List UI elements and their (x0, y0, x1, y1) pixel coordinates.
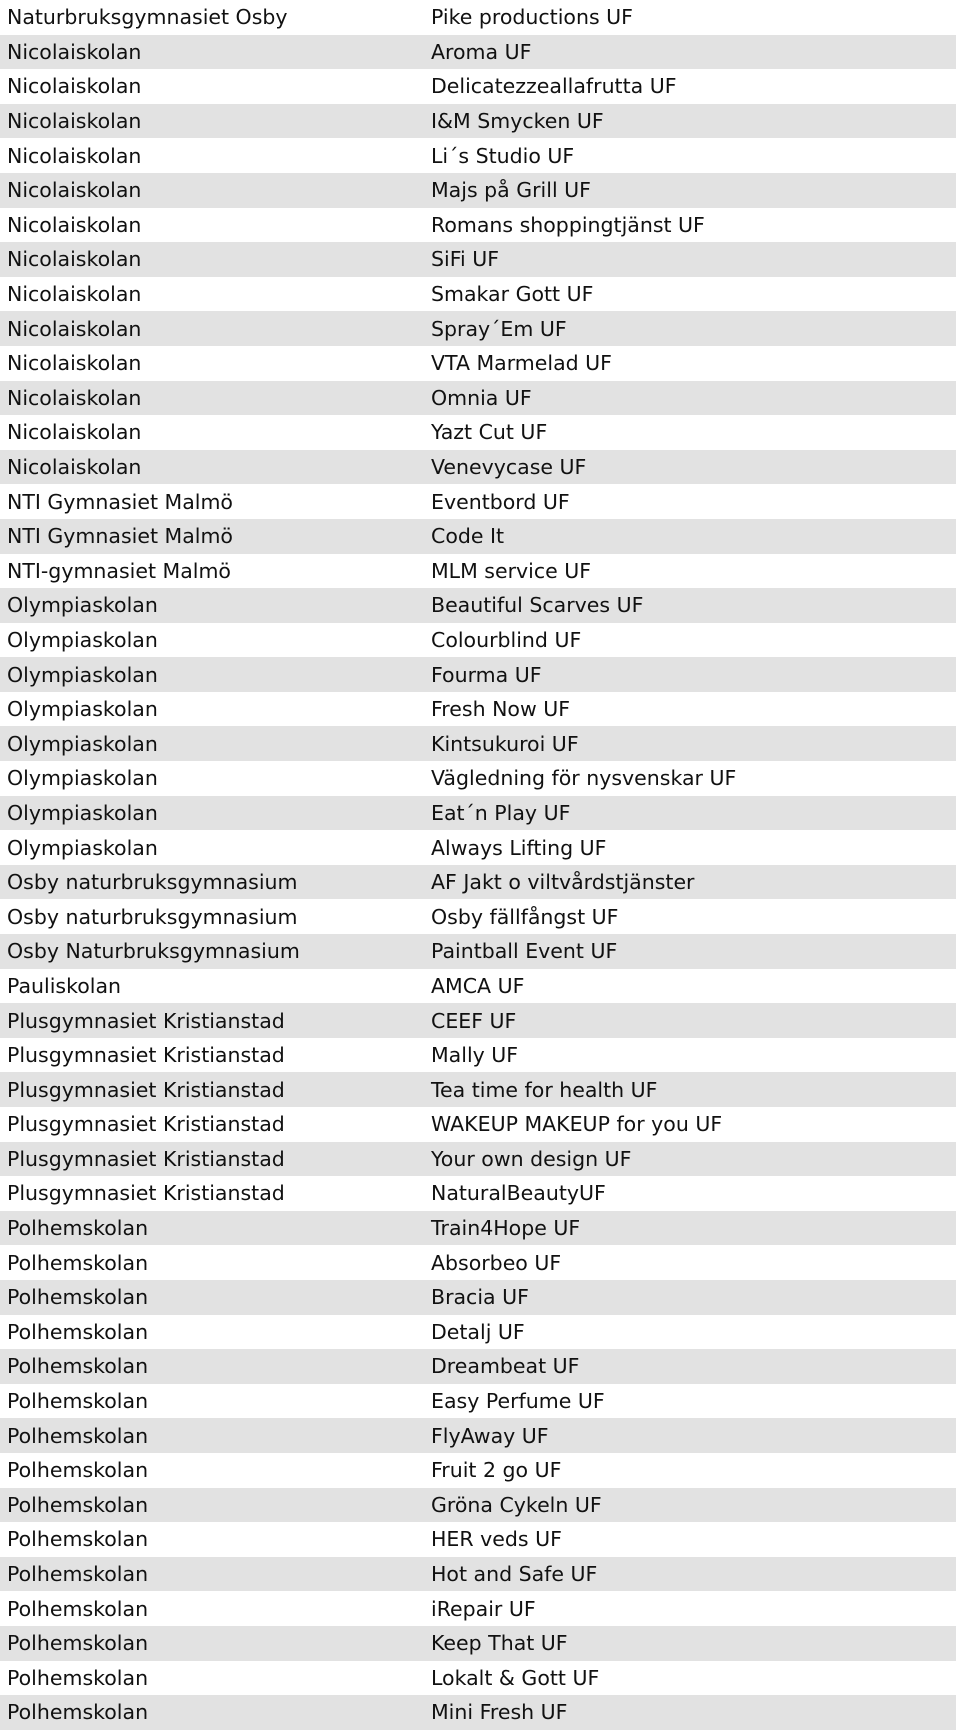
table-row (0, 1557, 956, 1592)
school-cell: Osby naturbruksgymnasium (7, 904, 298, 929)
company-cell: WAKEUP MAKEUP for you UF (431, 1112, 723, 1137)
school-cell: Olympiaskolan (7, 800, 158, 825)
company-cell: Omnia UF (431, 385, 532, 410)
school-cell: Plusgymnasiet Kristianstad (7, 1077, 285, 1102)
company-cell: Lokalt & Gott UF (431, 1665, 600, 1690)
company-cell: Mally UF (431, 1042, 519, 1067)
company-cell: Pike productions UF (431, 5, 633, 30)
table-row (0, 138, 956, 173)
table-row (0, 1384, 956, 1419)
school-cell: Nicolaiskolan (7, 454, 142, 479)
company-cell: Romans shoppingtjänst UF (431, 212, 705, 237)
table-row (0, 554, 956, 589)
table-row (0, 277, 956, 312)
company-cell: Fourma UF (431, 662, 542, 687)
table-row (0, 1211, 956, 1246)
company-cell: iRepair UF (431, 1596, 536, 1621)
company-cell: Spray´Em UF (431, 316, 567, 341)
company-cell: Eat´n Play UF (431, 800, 571, 825)
table-row (0, 346, 956, 381)
company-cell: CEEF UF (431, 1008, 517, 1033)
school-cell: Nicolaiskolan (7, 108, 142, 133)
company-cell: I&M Smycken UF (431, 108, 604, 133)
school-cell: Nicolaiskolan (7, 316, 142, 341)
school-cell: Nicolaiskolan (7, 212, 142, 237)
company-cell: Mini Fresh UF (431, 1700, 568, 1725)
school-cell: NTI Gymnasiet Malmö (7, 489, 233, 514)
school-cell: Olympiaskolan (7, 835, 158, 860)
school-cell: NTI-gymnasiet Malmö (7, 558, 231, 583)
table-row (0, 1418, 956, 1453)
table-row (0, 1280, 956, 1315)
school-cell: Plusgymnasiet Kristianstad (7, 1181, 285, 1206)
school-cell: Nicolaiskolan (7, 178, 142, 203)
table-row (0, 1176, 956, 1211)
table-row (0, 934, 956, 969)
table-row (0, 1488, 956, 1523)
table-row (0, 969, 956, 1004)
school-cell: Olympiaskolan (7, 731, 158, 756)
school-cell: Pauliskolan (7, 973, 122, 998)
school-cell: Polhemskolan (7, 1457, 149, 1482)
table-row (0, 173, 956, 208)
school-cell: Nicolaiskolan (7, 420, 142, 445)
school-cell: Polhemskolan (7, 1527, 149, 1552)
school-cell: Naturbruksgymnasiet Osby (7, 5, 288, 30)
company-cell: Smakar Gott UF (431, 281, 594, 306)
table-row (0, 865, 956, 900)
company-cell: SiFi UF (431, 247, 500, 272)
table-row (0, 69, 956, 104)
table-row (0, 1453, 956, 1488)
school-cell: Nicolaiskolan (7, 74, 142, 99)
table-row (0, 1695, 956, 1730)
table-row (0, 208, 956, 243)
school-cell: Osby naturbruksgymnasium (7, 869, 298, 894)
company-cell: Aroma UF (431, 39, 532, 64)
table-row (0, 1142, 956, 1177)
school-cell: Nicolaiskolan (7, 350, 142, 375)
school-cell: Nicolaiskolan (7, 39, 142, 64)
school-cell: Polhemskolan (7, 1423, 149, 1448)
table-row (0, 242, 956, 277)
table-row (0, 1245, 956, 1280)
company-cell: Fresh Now UF (431, 696, 571, 721)
company-cell: Osby fällfångst UF (431, 904, 619, 929)
company-cell: Tea time for health UF (431, 1077, 658, 1102)
table-row (0, 35, 956, 70)
table-row (0, 1315, 956, 1350)
table-row (0, 899, 956, 934)
table-row (0, 381, 956, 416)
company-cell: Detalj UF (431, 1319, 525, 1344)
company-cell: Colourblind UF (431, 627, 582, 652)
school-cell: Polhemskolan (7, 1561, 149, 1586)
company-cell: Bracia UF (431, 1285, 529, 1310)
company-cell: AF Jakt o viltvårdstjänster (431, 869, 695, 894)
school-cell: Polhemskolan (7, 1215, 149, 1240)
table-row (0, 1003, 956, 1038)
table-row (0, 830, 956, 865)
table-row (0, 796, 956, 831)
school-cell: Polhemskolan (7, 1700, 149, 1725)
table-row (0, 692, 956, 727)
school-cell: Olympiaskolan (7, 662, 158, 687)
school-cell: Olympiaskolan (7, 696, 158, 721)
table-row (0, 588, 956, 623)
company-cell: NaturalBeautyUF (431, 1181, 606, 1206)
school-cell: Olympiaskolan (7, 593, 158, 618)
table-row (0, 1522, 956, 1557)
table-row (0, 519, 956, 554)
company-cell: Your own design UF (431, 1146, 632, 1171)
company-cell: Yazt Cut UF (431, 420, 548, 445)
company-cell: Delicatezzeallafrutta UF (431, 74, 677, 99)
table-row (0, 1626, 956, 1661)
school-cell: Plusgymnasiet Kristianstad (7, 1146, 285, 1171)
company-cell: Fruit 2 go UF (431, 1457, 562, 1482)
company-cell: Kintsukuroi UF (431, 731, 579, 756)
company-cell: Gröna Cykeln UF (431, 1492, 602, 1517)
table-row (0, 450, 956, 485)
table-row (0, 726, 956, 761)
company-cell: Li´s Studio UF (431, 143, 575, 168)
school-cell: Plusgymnasiet Kristianstad (7, 1008, 285, 1033)
school-cell: Polhemskolan (7, 1354, 149, 1379)
company-cell: AMCA UF (431, 973, 525, 998)
table-row (0, 1107, 956, 1142)
school-cell: Polhemskolan (7, 1319, 149, 1344)
school-cell: Polhemskolan (7, 1250, 149, 1275)
table-row (0, 1661, 956, 1696)
school-cell: Plusgymnasiet Kristianstad (7, 1042, 285, 1067)
school-cell: Plusgymnasiet Kristianstad (7, 1112, 285, 1137)
school-cell: Nicolaiskolan (7, 247, 142, 272)
table-row (0, 657, 956, 692)
school-cell: NTI Gymnasiet Malmö (7, 523, 233, 548)
school-cell: Polhemskolan (7, 1285, 149, 1310)
company-cell: Train4Hope UF (431, 1215, 581, 1240)
company-cell: Beautiful Scarves UF (431, 593, 644, 618)
company-cell: Easy Perfume UF (431, 1388, 605, 1413)
school-cell: Polhemskolan (7, 1492, 149, 1517)
company-cell: HER veds UF (431, 1527, 562, 1552)
table-row (0, 1349, 956, 1384)
company-cell: Venevycase UF (431, 454, 587, 479)
company-cell: Paintball Event UF (431, 939, 618, 964)
company-cell: Absorbeo UF (431, 1250, 562, 1275)
school-cell: Polhemskolan (7, 1665, 149, 1690)
school-cell: Nicolaiskolan (7, 143, 142, 168)
company-cell: Hot and Safe UF (431, 1561, 598, 1586)
company-cell: Vägledning för nysvenskar UF (431, 766, 737, 791)
table-row (0, 1591, 956, 1626)
school-cell: Nicolaiskolan (7, 281, 142, 306)
table-row (0, 623, 956, 658)
company-cell: Code It (431, 523, 505, 548)
table-row (0, 311, 956, 346)
company-cell: Eventbord UF (431, 489, 570, 514)
school-cell: Olympiaskolan (7, 627, 158, 652)
school-cell: Osby Naturbruksgymnasium (7, 939, 300, 964)
table-row (0, 1072, 956, 1107)
table-row (0, 761, 956, 796)
table-row (0, 484, 956, 519)
school-cell: Olympiaskolan (7, 766, 158, 791)
company-cell: Keep That UF (431, 1630, 568, 1655)
company-cell: FlyAway UF (431, 1423, 549, 1448)
company-cell: Always Lifting UF (431, 835, 607, 860)
school-cell: Polhemskolan (7, 1388, 149, 1413)
school-cell: Nicolaiskolan (7, 385, 142, 410)
table-row (0, 1038, 956, 1073)
company-cell: Dreambeat UF (431, 1354, 580, 1379)
company-cell: Majs på Grill UF (431, 178, 591, 203)
school-cell: Polhemskolan (7, 1630, 149, 1655)
company-cell: VTA Marmelad UF (431, 350, 612, 375)
table-row (0, 415, 956, 450)
school-cell: Polhemskolan (7, 1596, 149, 1621)
company-cell: MLM service UF (431, 558, 592, 583)
table-row (0, 0, 956, 35)
table-row (0, 104, 956, 139)
